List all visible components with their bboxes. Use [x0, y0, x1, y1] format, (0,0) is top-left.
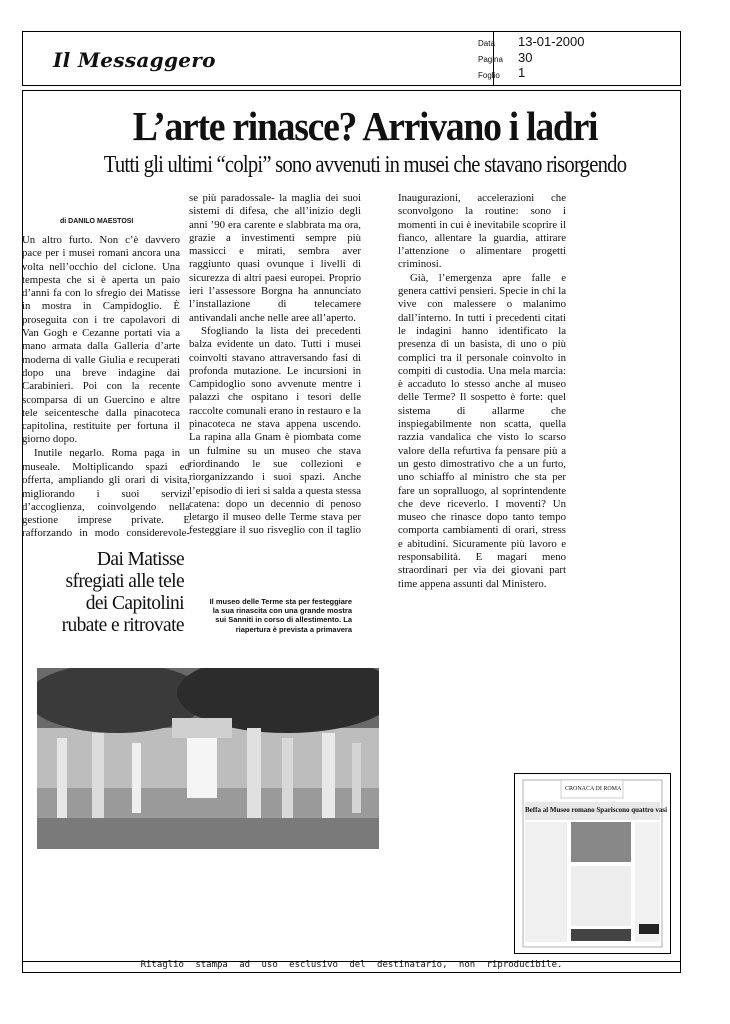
article-column-1: [22, 234, 180, 458]
article-column-1-continued: [22, 461, 190, 539]
pagina-value: 30: [518, 50, 533, 65]
data-label: Data: [478, 39, 495, 48]
newspaper-logo: Il Messaggero: [53, 48, 216, 72]
foglio-value: 1: [518, 65, 526, 80]
pull-quote: Dai Matisse sfregiati alle tele dei Capitolini rubate e ritrovate: [61, 549, 184, 636]
paragraph: Sfogliando la lista dei precedenti balza evidente un dato. Tutti i musei coinvolti stavano attraversando fasi di profonda mutazione. Le incursioni in Campidoglio sono avvenute mentre i palazzi che ospitano i tesori delle raccolte comunali erano in restauro e la pinacoteca ne stava appena uscendo. La rapina alla Gnam è piombata come un fulmine su un museo che stava riordinando le sue collezioni e riorganizzando i suoi spazi. Anche l’episodio di ieri si salda a questa stessa catena: dopo un decennio di penoso letargo il museo delle Terme stava per festeggiare il suo risveglio con il taglio: [189, 324, 361, 537]
article-column-3: [398, 192, 566, 610]
page-thumbnail-graphic: [515, 774, 670, 953]
museum-photo-image: [37, 668, 379, 849]
thumbnail-headline: Beffa al Museo romano Spariscono quattro vasi: [525, 806, 668, 814]
page-thumbnail: [514, 773, 671, 954]
paragraph: Un altro furto. Non c’è davvero pace per i musei romani ancora una volta nell’occhio del ciclone. Una tempesta che si è aperta un paio d’anni fa con lo sfregio dei Matisse in mostra in Campidoglio. È proseguita con i tre capolavori di Van Gogh e Cezanne portati via a mano armata dalla Galleria d’arte moderna di valle Giulia e recuperati dopo una breve indagine dai Carabinieri. Poi con la recente scomparsa di un Guercino e altre tele seicentesche dalla pinacoteca capitolina, restituite per fortuna il giorno dopo.: [22, 234, 180, 446]
museum-photo: [37, 668, 379, 849]
article-byline: di DANILO MAESTOSI: [60, 218, 134, 225]
pagina-label: Pagina: [478, 55, 503, 64]
photo-caption: Il museo delle Terme sta per festeggiare la sua rinascita con una grande mostra sui Sanniti in corso di allestimento. La riapertura è prevista a primavera: [209, 597, 352, 634]
thumbnail-masthead: CRONACA DI ROMA: [565, 786, 622, 792]
paragraph: Inutile negarlo. Roma paga in: [34, 446, 180, 458]
paragraph: se più paradossale- la maglia dei suoi sistemi di difesa, che all’inizio degli anni ’90 era carente e slabbrata ma ora, grazie a investimenti sempre più massicci e mirati, sembra aver raggiunto quasi ovunque i livelli di sicurezza di altri paesi europei. Proprio ieri l’assessore Borgna ha annunciato l’installazione di telecamere antivandali anche nelle aree all’aperto.: [189, 192, 361, 324]
article-subheadline: Tutti gli ultimi “colpi” sono avvenuti in musei che stavano risorgendo: [103, 152, 627, 178]
paragraph: Già, l’emergenza apre falle e genera cattivi pensieri. Specie in chi la vive con malessere o malanimo dall’interno. In tutti i precedenti citati le indagini hanno identificato la presenza di un basista, di uno o più complici tra il personale coinvolto in compiti di custodia. Una mela marcia: è accaduto lo stesso anche al museo delle Terme? Il sospetto è forte: quel sistema di allarme che inspiegabilmente non scatta, quella razzia vandalica che visto lo scarso valore della refurtiva fa pensare più a un gesto dimostrativo che a un furto, uno schiaffo al ministro che sta per fare un sopralluogo, al soprintendente che deve riceverlo. I moventi? Un museo che rinasce dopo tanto tempo comporta cambiamenti di orari, stress e abitudini. Sicuramente più lavoro e responsabilità. E magari meno straordinari per via dei giovani part time appena assunti dal Ministero.: [398, 271, 566, 590]
reproduction-notice: Ritaglio stampa ad uso esclusivo del destinatario, non riproducibile.: [22, 959, 681, 973]
article-headline: L’arte rinasce? Arrivano i ladri: [132, 103, 598, 149]
foglio-label: Foglio: [478, 71, 500, 80]
article-column-2: [189, 192, 361, 539]
paragraph: Inaugurazioni, accelerazioni che sconvolgono la routine: sono i momenti in cui è inevitabile scoprire il fianco, allentare la guardia, attirare l’attenzione o alimentare progetti criminosi.: [398, 192, 566, 271]
data-value: 13-01-2000: [518, 34, 585, 49]
paragraph: museale. Moltiplicando spazi ed offerta, ampliando gli orari di visita, migliorando i suoi servizi d’accoglienza, coinvolgendo nella gestione imprese private. E rafforzando in modo considerevole-: [22, 461, 190, 539]
